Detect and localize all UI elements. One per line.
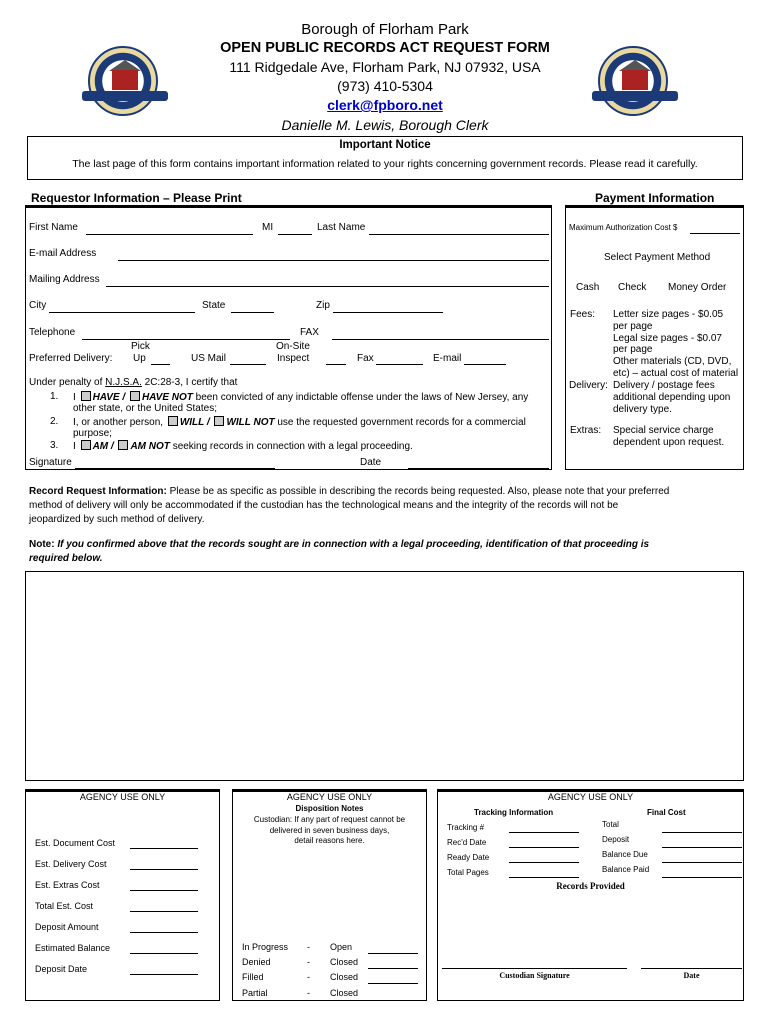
final-cost-field[interactable] bbox=[662, 832, 742, 833]
city-label: City bbox=[29, 300, 47, 311]
tracking-label: Ready Date bbox=[447, 853, 490, 862]
state-field[interactable] bbox=[231, 312, 274, 313]
clerk-email-link[interactable]: clerk@fpboro.net bbox=[327, 97, 443, 113]
records-provided-label: Records Provided bbox=[556, 881, 625, 891]
disposition-state-label: Closed bbox=[330, 972, 359, 982]
agency-cost-field[interactable] bbox=[130, 911, 198, 912]
zip-label: Zip bbox=[316, 300, 330, 311]
tracking-field[interactable] bbox=[509, 832, 579, 833]
email-delivery-field[interactable] bbox=[464, 364, 506, 365]
us-mail-label: US Mail bbox=[191, 353, 227, 364]
extras-description: Special service charge dependent upon request. bbox=[613, 425, 725, 448]
agency-cost-label: Total Est. Cost bbox=[35, 901, 94, 911]
signature-field[interactable] bbox=[75, 468, 275, 469]
email-field[interactable] bbox=[118, 260, 549, 261]
email-delivery-label: E-mail bbox=[433, 353, 462, 364]
disposition-dash: - bbox=[307, 972, 310, 982]
first-name-label: First Name bbox=[29, 222, 78, 233]
disposition-dash: - bbox=[307, 942, 310, 952]
have-not-checkbox[interactable] bbox=[130, 391, 140, 401]
inspect-field[interactable] bbox=[326, 364, 346, 365]
disposition-dash: - bbox=[307, 957, 310, 967]
mailing-label: Mailing Address bbox=[29, 274, 100, 285]
form-title: OPEN PUBLIC RECORDS ACT REQUEST FORM bbox=[220, 40, 550, 56]
certify-item-2: I, or another person, WILL / WILL NOT use the requested government records for a commercial bbox=[73, 417, 526, 428]
signature-label: Signature bbox=[29, 457, 72, 468]
agency-cost-label: Est. Document Cost bbox=[35, 838, 116, 848]
mailing-field[interactable] bbox=[106, 286, 549, 287]
delivery-description: Delivery / postage fees additional depending upon delivery type. bbox=[613, 380, 731, 415]
zip-field[interactable] bbox=[333, 312, 443, 313]
borough-phone: (973) 410-5304 bbox=[337, 78, 433, 94]
am-checkbox[interactable] bbox=[81, 440, 91, 450]
final-cost-title: Final Cost bbox=[647, 808, 686, 817]
agency-cost-label: Est. Delivery Cost bbox=[35, 859, 107, 869]
max-cost-field[interactable] bbox=[690, 233, 740, 234]
final-cost-field[interactable] bbox=[662, 877, 742, 878]
agency-title-1: AGENCY USE ONLY bbox=[79, 792, 166, 802]
agency-title-3: AGENCY USE ONLY bbox=[547, 792, 634, 802]
have-checkbox[interactable] bbox=[81, 391, 91, 401]
tracking-title: Tracking Information bbox=[474, 808, 554, 817]
tracking-label: Total Pages bbox=[447, 868, 489, 877]
pick-label: Pick bbox=[131, 341, 150, 352]
custodian-date-label: Date bbox=[683, 971, 700, 980]
legal-proceeding-note: Note: If you confirmed above that the records sought are in connection with a legal proceeding, identification of that proceeding is required below. bbox=[29, 539, 650, 564]
pickup-field[interactable] bbox=[151, 364, 170, 365]
final-cost-label: Deposit bbox=[602, 835, 630, 844]
disposition-dash: - bbox=[307, 988, 310, 998]
custodian-date-field[interactable] bbox=[641, 968, 742, 969]
last-name-label: Last Name bbox=[317, 222, 366, 233]
inspect-label: Inspect bbox=[277, 353, 310, 364]
disposition-title: Disposition Notes bbox=[295, 804, 364, 813]
disposition-status-label: Denied bbox=[242, 957, 271, 967]
fax-label: FAX bbox=[300, 327, 319, 338]
agency-cost-field[interactable] bbox=[130, 953, 198, 954]
records-request-textarea[interactable] bbox=[25, 571, 744, 781]
certify-item-1: I HAVE / HAVE NOT been convicted of any indictable offense under the laws of New Jersey, any bbox=[73, 392, 529, 403]
onsite-label: On-Site bbox=[276, 341, 310, 352]
final-cost-label: Total bbox=[602, 820, 619, 829]
mi-field[interactable] bbox=[278, 234, 312, 235]
tracking-field[interactable] bbox=[509, 862, 579, 863]
notice-title: Important Notice bbox=[339, 139, 431, 151]
disposition-state-label: Open bbox=[330, 942, 353, 952]
telephone-label: Telephone bbox=[29, 327, 76, 338]
agency-cost-field[interactable] bbox=[130, 848, 198, 849]
agency-cost-field[interactable] bbox=[130, 869, 198, 870]
tracking-field[interactable] bbox=[509, 877, 579, 878]
certify-statement: Under penalty of N.J.S.A. 2C:28-3, I certify that bbox=[29, 377, 238, 388]
payment-title: Payment Information bbox=[595, 191, 715, 205]
agency-cost-field[interactable] bbox=[130, 932, 198, 933]
requestor-title: Requestor Information – Please Print bbox=[31, 191, 242, 205]
agency-title-2: AGENCY USE ONLY bbox=[286, 792, 373, 802]
record-request-instructions: Record Request Information: Please be as specific as possible in describing the records being requested. Also, please note that your preferred method of delivery will only be accommodated if the custodian has the technological means and the integrity of the records will not be jeopardized by such method of delivery. bbox=[29, 486, 670, 525]
borough-name: Borough of Florham Park bbox=[301, 21, 469, 38]
first-name-field[interactable] bbox=[86, 234, 253, 235]
fax-delivery-label: Fax bbox=[357, 353, 374, 364]
disposition-instructions: Custodian: If any part of request cannot be delivered in seven business days, detail reasons here. bbox=[253, 815, 406, 845]
cash-option[interactable]: Cash bbox=[576, 282, 600, 293]
final-cost-label: Balance Paid bbox=[602, 865, 650, 874]
date-field[interactable] bbox=[408, 468, 549, 469]
mi-label: MI bbox=[262, 222, 274, 233]
fax-delivery-field[interactable] bbox=[376, 364, 423, 365]
final-cost-field[interactable] bbox=[662, 862, 742, 863]
agency-cost-label: Deposit Amount bbox=[35, 922, 99, 932]
tracking-label: Tracking # bbox=[447, 823, 485, 832]
borough-address: 111 Ridgedale Ave, Florham Park, NJ 07932, USA bbox=[229, 59, 541, 75]
disposition-state-label: Closed bbox=[330, 957, 359, 967]
money-order-option[interactable]: Money Order bbox=[668, 282, 727, 293]
agency-cost-label: Est. Extras Cost bbox=[35, 880, 100, 890]
agency-cost-label: Deposit Date bbox=[35, 964, 88, 974]
max-cost-label: Maximum Authorization Cost $ bbox=[569, 223, 678, 232]
last-name-field[interactable] bbox=[369, 234, 549, 235]
disposition-field[interactable] bbox=[368, 953, 418, 954]
city-field[interactable] bbox=[49, 312, 195, 313]
will-checkbox[interactable] bbox=[168, 416, 178, 426]
up-label: Up bbox=[133, 353, 146, 364]
disposition-status-label: Filled bbox=[242, 972, 264, 982]
email-label: E-mail Address bbox=[29, 248, 97, 259]
custodian-signature-label: Custodian Signature bbox=[499, 971, 570, 980]
disposition-state-label: Closed bbox=[330, 988, 359, 998]
disposition-field[interactable] bbox=[368, 968, 418, 969]
disposition-status-label: Partial bbox=[242, 988, 268, 998]
date-label: Date bbox=[360, 457, 382, 468]
will-not-checkbox[interactable] bbox=[214, 416, 224, 426]
agency-cost-field[interactable] bbox=[130, 974, 198, 975]
am-not-checkbox[interactable] bbox=[118, 440, 128, 450]
tracking-label: Rec'd Date bbox=[447, 838, 487, 847]
fax-field[interactable] bbox=[332, 339, 549, 340]
disposition-status-label: In Progress bbox=[242, 942, 289, 952]
fees-description: Letter size pages - $0.05 per page Legal size pages - $0.07 per page Other materials (CD, DVD, etc) – actual cost of material bbox=[613, 309, 739, 379]
agency-cost-field[interactable] bbox=[130, 890, 198, 891]
us-mail-field[interactable] bbox=[230, 364, 266, 365]
agency-cost-label: Estimated Balance bbox=[35, 943, 111, 953]
final-cost-field[interactable] bbox=[662, 847, 742, 848]
clerk-name: Danielle M. Lewis, Borough Clerk bbox=[281, 117, 489, 133]
state-label: State bbox=[202, 300, 226, 311]
tracking-field[interactable] bbox=[509, 847, 579, 848]
notice-text: The last page of this form contains important information related to your rights concerning government records. Please read it carefully. bbox=[72, 158, 698, 170]
disposition-field[interactable] bbox=[368, 983, 418, 984]
preferred-delivery-label: Preferred Delivery: bbox=[29, 353, 113, 364]
final-cost-label: Balance Due bbox=[602, 850, 648, 859]
custodian-signature-field[interactable] bbox=[442, 968, 627, 969]
certify-item-3: I AM / AM NOT seeking records in connection with a legal proceeding. bbox=[73, 441, 413, 452]
check-option[interactable]: Check bbox=[618, 282, 647, 293]
select-method-label: Select Payment Method bbox=[604, 252, 711, 263]
telephone-field[interactable] bbox=[82, 339, 290, 340]
